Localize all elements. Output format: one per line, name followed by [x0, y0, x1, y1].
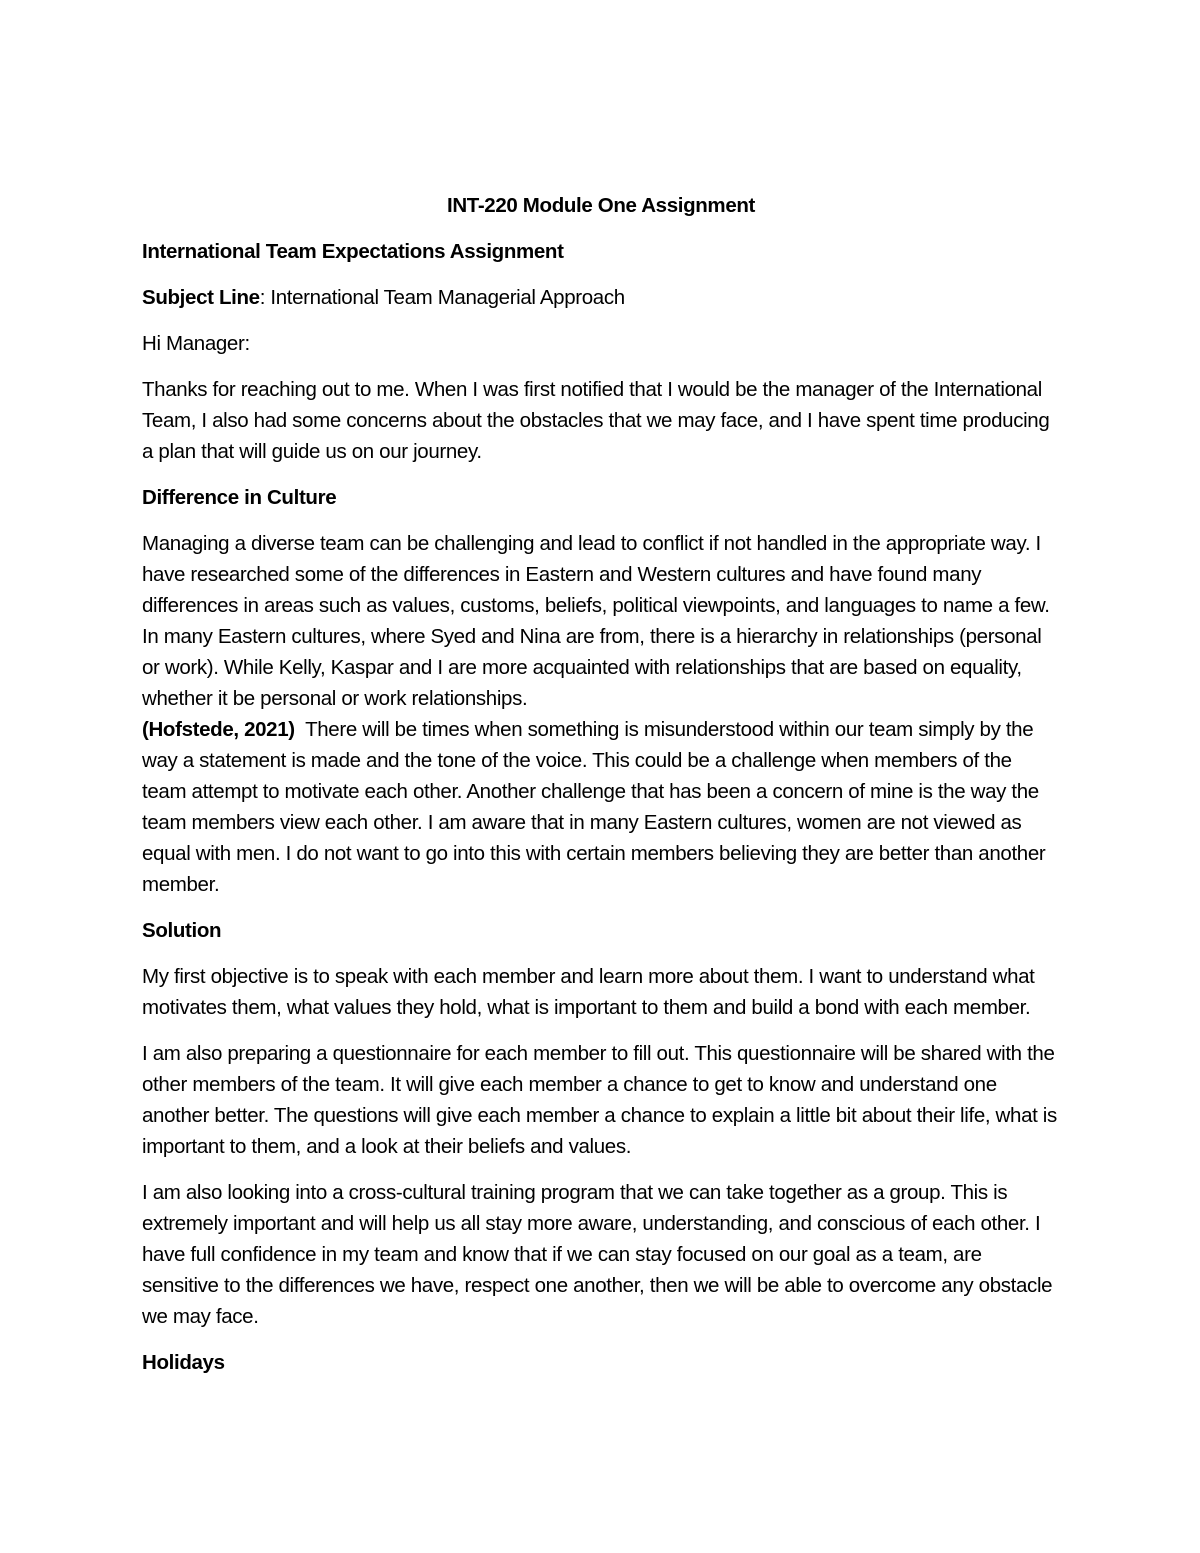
greeting: Hi Manager:	[142, 332, 250, 355]
intro-paragraph: Thanks for reaching out to me. When I was first notified that I would be the manager of the International Team, I also had some concerns about the obstacles that we may face, and I have spent time producing a plan that will guide us on our journey.	[142, 378, 1050, 463]
culture-text-end: There will be times when something is misunderstood within our team simply by the way a statement is made and the tone of the voice. This could be a challenge when members of the team attempt to motivate each other. Another challenge that has been a concern of mine is the way the team members view each other. I am aware that in many Eastern cultures, women are not viewed as equal with men. I do not want to go into this with certain members believing they are better than another member.	[142, 718, 1051, 896]
solution-paragraph-1: My first objective is to speak with each member and learn more about them. I want to understand what motivates them, what values they hold, what is important to them and build a bond with each member.	[142, 965, 1035, 1019]
solution-paragraph-2: I am also preparing a questionnaire for each member to fill out. This questionnaire will be shared with the other members of the team. It will give each member a chance to get to know and understand one another better. The questions will give each member a chance to explain a little bit about their life, what is important to them, and a look at their beliefs and values.	[142, 1042, 1057, 1158]
culture-text-start: Managing a diverse team can be challenging and lead to conflict if not handled in the appropriate way. I have researched some of the differences in Eastern and Western cultures and have found many differences in areas such as values, customs, beliefs, political viewpoints, and languages to name a few. In many Eastern cultures, where Syed and Nina are from, there is a hierarchy in relationships (personal or work). While Kelly, Kaspar and I are more acquainted with relationships that are based on equality, whether it be personal or work relationships.	[142, 532, 1050, 710]
section-heading-culture: Difference in Culture	[142, 486, 337, 509]
subject-line	[142, 282, 1060, 313]
assignment-heading: International Team Expectations Assignment	[142, 240, 564, 263]
document-body	[142, 190, 1060, 1393]
culture-paragraph	[142, 528, 1060, 900]
subject-text: : International Team Managerial Approach	[259, 286, 625, 309]
subject-label: Subject Line	[142, 286, 260, 309]
citation: (Hofstede, 2021)	[142, 718, 295, 741]
section-heading-solution: Solution	[142, 919, 222, 942]
section-heading-holidays: Holidays	[142, 1351, 225, 1374]
document-title: INT-220 Module One Assignment	[446, 194, 756, 217]
solution-paragraph-3: I am also looking into a cross-cultural training program that we can take together as a group. This is extremely important and will help us all stay more aware, understanding, and conscious of each other. I have full confidence in my team and know that if we can stay focused on our goal as a team, are sensitive to the differences we have, respect one another, then we will be able to overcome any obstacle we may face.	[142, 1181, 1053, 1328]
